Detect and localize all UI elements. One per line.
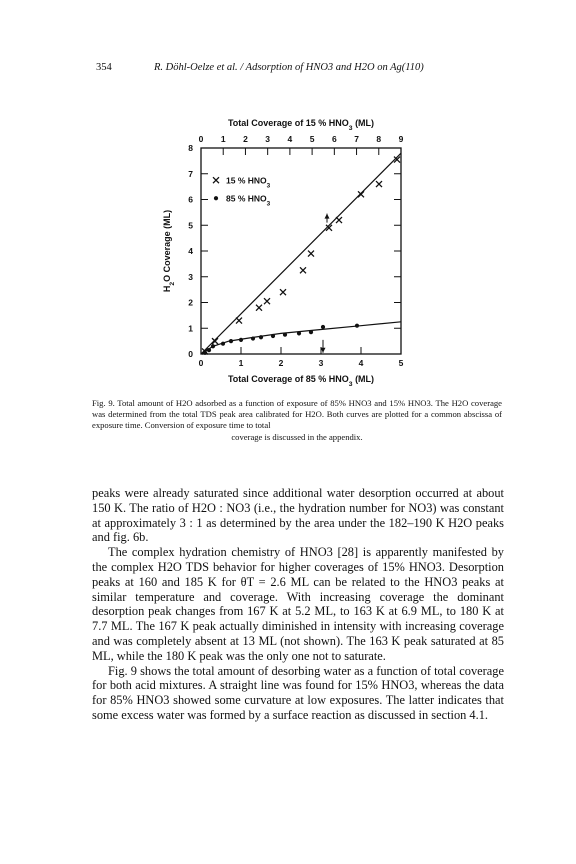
marker-dot-85 bbox=[297, 331, 301, 335]
marker-dot-85 bbox=[259, 335, 263, 339]
marker-x-15 bbox=[280, 289, 286, 295]
marker-x-15 bbox=[300, 267, 306, 273]
marker-dot-85 bbox=[321, 325, 325, 329]
marker-x-15 bbox=[376, 181, 382, 187]
marker-x-15 bbox=[236, 318, 242, 324]
paragraph: The complex hydration chemistry of HNO3 [28] is apparently manifested by the complex H2O TDS behavior for higher coverages of 15% HNO3. Desorption peaks at 160 and 185 K for θT = 2.6 ML can be related to the HNO3 peaks at similar temperature and coverage. With increasing coverage the dominant desorption peak changes from 167 K at 5.2 ML, to 163 K at 6.9 ML, to 180 K at 7.7 ML. The 167 K peak actually diminished in intensity with increasing coverage and was completely absent at 13 ML (not shown). The 163 K peak saturated at 85 ML, while the 180 K peak was the only one not to saturate. bbox=[92, 545, 504, 663]
top-tick-label: 3 bbox=[265, 134, 271, 144]
top-tick-label: 6 bbox=[331, 134, 337, 144]
marker-x-15 bbox=[336, 217, 342, 223]
legend-marker-x bbox=[213, 177, 219, 183]
top-tick-label: 2 bbox=[243, 134, 248, 144]
legend-marker-dot bbox=[214, 196, 218, 200]
x-tick-label: 3 bbox=[318, 358, 324, 368]
y-tick-label: 5 bbox=[188, 220, 193, 231]
marker-dot-85 bbox=[211, 344, 215, 348]
y-tick-label: 8 bbox=[188, 143, 193, 153]
caption-line: coverage is discussed in the appendix. bbox=[231, 431, 363, 442]
marker-dot-85 bbox=[203, 351, 207, 355]
marker-dot-85 bbox=[271, 334, 275, 338]
running-title: R. Döhl-Oelze et al. / Adsorption of HNO3 and H2O on Ag(110) bbox=[154, 62, 424, 73]
caption-line: Fig. 9. Total amount of H2O adsorbed as a function of exposure of 85% HNO3 and 15% HNO3. bbox=[92, 398, 433, 408]
top-tick-label: 7 bbox=[354, 134, 359, 144]
figure-caption bbox=[92, 398, 502, 443]
y-tick-label: 2 bbox=[188, 297, 193, 308]
marker-x-15 bbox=[308, 251, 314, 257]
marker-dot-85 bbox=[283, 333, 287, 337]
marker-x-15 bbox=[264, 298, 270, 304]
caption-line: The H2O coverage was determined from the total TDS peak area calibrated for H2O. Both curves bbox=[92, 398, 502, 420]
page-number: 354 bbox=[96, 62, 112, 73]
caption-line: are plotted for a common abscissa of exposure time. Conversion of exposure time to total bbox=[92, 409, 502, 431]
y-tick-label: 6 bbox=[188, 194, 193, 205]
top-tick-label: 1 bbox=[220, 134, 226, 144]
x-tick-label: 5 bbox=[398, 358, 404, 368]
y-tick-label: 1 bbox=[188, 323, 193, 334]
marker-dot-85 bbox=[355, 324, 359, 328]
y-tick-label: 4 bbox=[188, 246, 193, 256]
marker-x-15 bbox=[256, 305, 262, 311]
x-tick-label: 1 bbox=[238, 358, 244, 368]
annotation-arrowhead bbox=[325, 214, 330, 219]
x-tick-label: 4 bbox=[358, 358, 364, 368]
fit-curve-85 bbox=[201, 322, 401, 354]
x-tick-label: 0 bbox=[198, 358, 204, 368]
marker-dot-85 bbox=[207, 348, 211, 352]
marker-dot-85 bbox=[221, 342, 225, 346]
marker-dot-85 bbox=[309, 330, 313, 334]
x-axis-label: Total Coverage of 85 % $HNO_3$ (ML) bbox=[227, 374, 375, 388]
legend-label-15: 15 % $HNO_3$ bbox=[226, 175, 271, 190]
body-text bbox=[92, 486, 504, 723]
top-axis-label: Total Coverage of 15 % $HNO_3$ (ML) bbox=[227, 118, 375, 132]
paragraph: Fig. 9 shows the total amount of desorbing water as a function of total coverage for both acid mixtures. A straight line was found for 15% HNO3, whereas the data for 85% HNO3 showed some curvature at low exposures. The latter indicates that some excess water was formed by a surface reaction as discussed in section 4.1. bbox=[92, 663, 504, 722]
top-tick-label: 0 bbox=[198, 134, 204, 144]
y-tick-label: 0 bbox=[188, 349, 193, 359]
x-tick-label: 2 bbox=[278, 358, 284, 368]
paragraph: peaks were already saturated since additional water desorption occurred at about 150 K. The ratio of H2O : NO3 (i.e., the hydration number for NO3) was constant at approximately 3 : 1 as determined by the area under the 182–190 K H2O peaks and fig. 6b. bbox=[92, 486, 504, 545]
top-tick-label: 8 bbox=[376, 134, 382, 144]
top-tick-label: 9 bbox=[398, 134, 404, 144]
marker-dot-85 bbox=[239, 338, 243, 342]
y-tick-label: 7 bbox=[188, 168, 193, 179]
y-axis-label: $H_2O$ Coverage (ML) bbox=[162, 209, 176, 293]
top-tick-label: 5 bbox=[309, 134, 315, 144]
legend-label-85: 85 % $HNO_3$ bbox=[226, 193, 271, 208]
y-tick-label: 3 bbox=[188, 271, 193, 282]
figure-9-chart bbox=[0, 0, 576, 400]
marker-dot-85 bbox=[251, 336, 255, 340]
marker-x-15 bbox=[212, 338, 218, 344]
marker-x-15 bbox=[358, 191, 364, 197]
top-tick-label: 4 bbox=[287, 134, 293, 144]
marker-dot-85 bbox=[229, 339, 233, 343]
